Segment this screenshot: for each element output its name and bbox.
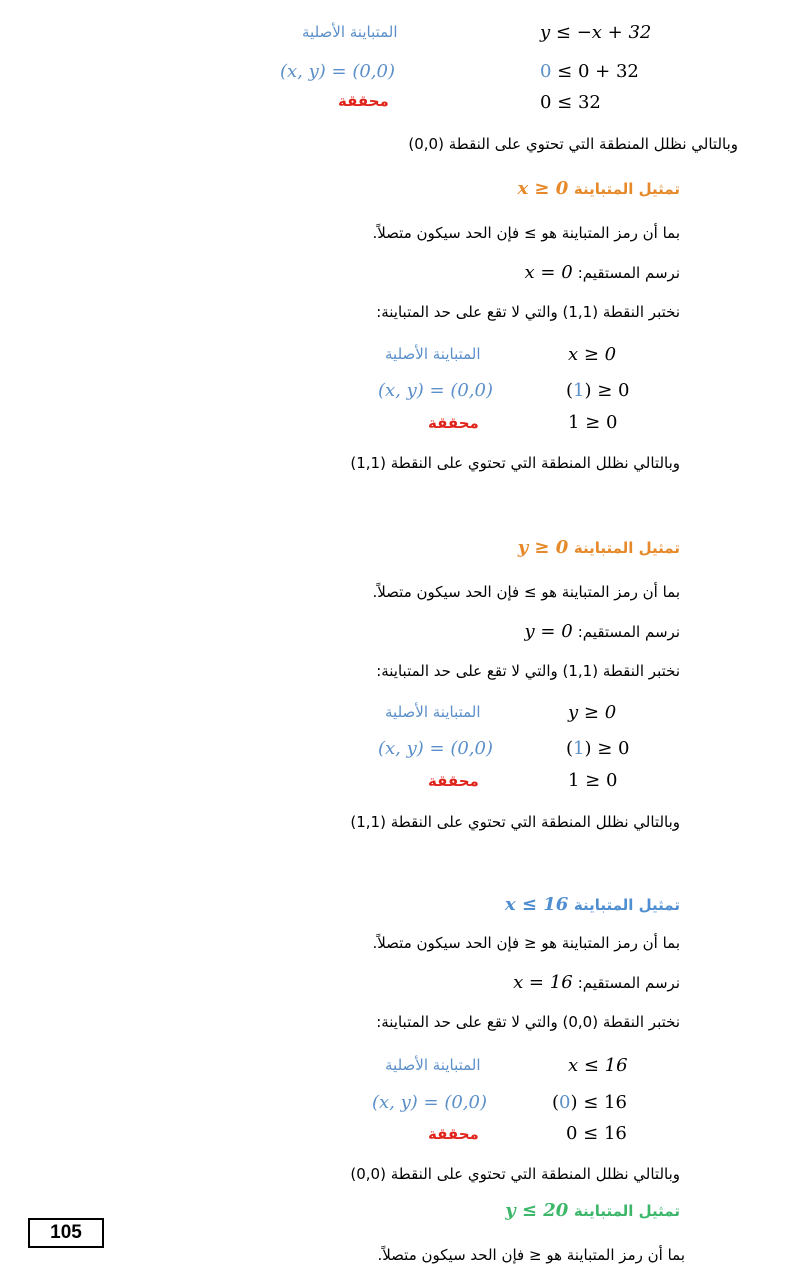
conclusion: وبالتالي نظلل المنطقة التي تحتوي على النقطة (1,1)	[350, 813, 680, 831]
original-inequality-label: المتباينة الأصلية	[385, 1056, 481, 1074]
substitution: (1) ≥ 0	[566, 380, 630, 401]
conclusion: وبالتالي نظلل المنطقة التي تحتوي على النقطة (0,0)	[350, 1165, 680, 1183]
original-inequality-label: المتباينة الأصلية	[302, 23, 398, 41]
conclusion: وبالتالي نظلل المنطقة التي تحتوي على النقطة (0,0)	[408, 135, 738, 153]
result: 1 ≥ 0	[568, 412, 618, 433]
section-title: تمثيل المتباينة y ≤ 20	[505, 1200, 680, 1221]
substitution: (0) ≤ 16	[552, 1092, 627, 1113]
verified-label: محققة	[428, 414, 479, 432]
verified-label: محققة	[428, 1125, 479, 1143]
test-point-text: نختبر النقطة (1,1) والتي لا تقع على حد المتباينة:	[376, 662, 680, 680]
page-number: 105	[28, 1218, 104, 1248]
result: 0 ≤ 32	[540, 92, 601, 113]
test-point: (x, y) = (0,0)	[378, 380, 494, 401]
draw-line-text: نرسم المستقيم: y = 0	[524, 621, 680, 642]
original-inequality-label: المتباينة الأصلية	[385, 345, 481, 363]
test-point-text: نختبر النقطة (1,1) والتي لا تقع على حد المتباينة:	[376, 303, 680, 321]
draw-line-text: نرسم المستقيم: x = 0	[524, 262, 680, 283]
original-inequality-label: المتباينة الأصلية	[385, 703, 481, 721]
inequality: y ≥ 0	[568, 702, 617, 723]
inequality: x ≤ 16	[568, 1055, 628, 1076]
section-title: تمثيل المتباينة y ≥ 0	[517, 537, 680, 558]
substitution: 0 ≤ 0 + 32	[540, 61, 639, 82]
test-point: (x, y) = (0,0)	[378, 738, 494, 759]
conclusion: وبالتالي نظلل المنطقة التي تحتوي على النقطة (1,1)	[350, 454, 680, 472]
test-point: (x, y) = (0,0)	[280, 61, 396, 82]
boundary-note: بما أن رمز المتباينة هو ≤ فإن الحد سيكون متصلاً.	[377, 1246, 685, 1264]
test-point: (x, y) = (0,0)	[372, 1092, 488, 1113]
test-point-text: نختبر النقطة (0,0) والتي لا تقع على حد المتباينة:	[376, 1013, 680, 1031]
boundary-note: بما أن رمز المتباينة هو ≥ فإن الحد سيكون متصلاً.	[372, 583, 680, 601]
boundary-note: بما أن رمز المتباينة هو ≤ فإن الحد سيكون متصلاً.	[372, 934, 680, 952]
result: 0 ≤ 16	[566, 1123, 627, 1144]
boundary-note: بما أن رمز المتباينة هو ≥ فإن الحد سيكون متصلاً.	[372, 224, 680, 242]
verified-label: محققة	[338, 92, 389, 110]
result: 1 ≥ 0	[568, 770, 618, 791]
substitution: (1) ≥ 0	[566, 738, 630, 759]
inequality: x ≥ 0	[568, 344, 617, 365]
verified-label: محققة	[428, 772, 479, 790]
draw-line-text: نرسم المستقيم: x = 16	[513, 972, 680, 993]
inequality: y ≤ −x + 32	[540, 22, 652, 43]
section-title: تمثيل المتباينة x ≥ 0	[517, 178, 680, 199]
section-title: تمثيل المتباينة x ≤ 16	[504, 894, 680, 915]
